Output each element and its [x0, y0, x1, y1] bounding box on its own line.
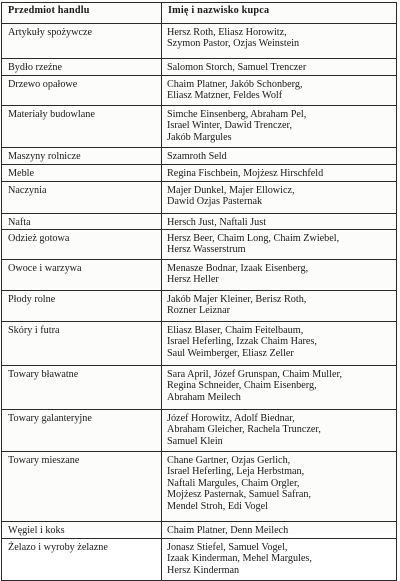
merchant-name-line: Mojżesz Pasternak, Samuel Safran,: [167, 489, 311, 501]
trade-category-cell: Materiały budowlane: [2, 106, 162, 148]
merchant-name-line: Majer Dunkel, Majer Ellowicz,: [167, 185, 295, 196]
merchant-name-line: Simche Einsenberg, Abraham Pel,: [167, 109, 307, 120]
table-row: [2, 59, 397, 76]
merchant-names-cell: [162, 106, 397, 148]
merchants-table: [1, 2, 397, 581]
merchant-name-line: Chane Gartner, Ozjas Gerlich,: [167, 455, 291, 466]
merchant-name-line: Eliasz Blaser, Chaim Feitelbaum,: [167, 325, 304, 336]
merchant-name-line: Dawid Ozjas Pasternak: [167, 196, 263, 208]
table-row: [2, 106, 397, 148]
merchant-name-line: Naftali Margules, Chaim Orgler,: [167, 477, 300, 489]
table-row: [2, 230, 397, 260]
trade-category-cell: Żelazo i wyroby żelazne: [2, 539, 162, 581]
merchant-name-line: Rozner Leiznar: [167, 305, 231, 317]
trade-category-cell: Płody rolne: [2, 291, 162, 322]
merchant-names-cell: [162, 322, 397, 366]
table-row: [2, 214, 397, 230]
merchant-name-line: Hersz Heller: [167, 274, 219, 286]
merchant-name-line: Eliasz Matzner, Feldes Wolf: [167, 90, 283, 102]
table-row: [2, 322, 397, 366]
trade-category-cell: Węgiel i koks: [2, 522, 162, 539]
merchant-names-cell: [162, 214, 397, 230]
merchant-name-line: Samuel Klein: [167, 435, 223, 447]
trade-category-cell: Drzewo opałowe: [2, 76, 162, 106]
merchant-names-cell: [162, 230, 397, 260]
merchant-names-cell: [162, 76, 397, 106]
merchant-name-line: Mendel Stroh, Edi Vogel: [167, 500, 268, 512]
table-row: [2, 522, 397, 539]
table-row: [2, 165, 397, 182]
table-row: [2, 260, 397, 291]
merchant-name-line: Israel Heferling, Leja Herbstman,: [167, 466, 305, 478]
trade-category-cell: Artykuły spożywcze: [2, 24, 162, 59]
merchant-names-cell: [162, 182, 397, 214]
merchant-name-line: Saul Weimberger, Eliasz Zeller: [167, 347, 294, 359]
merchant-name-line: Chaim Platner, Jakób Schonberg,: [167, 79, 303, 90]
merchant-names-cell: [162, 291, 397, 322]
merchant-name-line: Israel Heferling, Izzak Chaim Hares,: [167, 336, 317, 348]
header-merchant-name: Imię i nazwisko kupca: [162, 3, 397, 24]
merchant-name-line: Jakób Majer Kleiner, Berisz Roth,: [167, 294, 307, 305]
table-row: [2, 76, 397, 106]
merchant-name-line: Hersz Beer, Chaim Long, Chaim Zwiebel,: [167, 233, 340, 244]
merchant-names-cell: [162, 24, 397, 59]
table-row: [2, 366, 397, 410]
table-row: [2, 148, 397, 165]
table-row: [2, 291, 397, 322]
trade-category-cell: Towary galanteryjne: [2, 410, 162, 452]
table-row: [2, 452, 397, 522]
merchant-names-cell: [162, 366, 397, 410]
trade-category-cell: Bydło rzeźne: [2, 59, 162, 76]
merchant-name-line: Sara April, Józef Grunspan, Chaim Muller,: [167, 369, 343, 380]
merchant-names-cell: [162, 148, 397, 165]
trade-category-cell: Nafta: [2, 214, 162, 230]
merchant-name-line: Chaim Platner, Denn Meilech: [167, 525, 289, 536]
merchant-names-cell: [162, 260, 397, 291]
merchant-name-line: Regina Fischbein, Mojżesz Hirschfeld: [167, 168, 324, 179]
merchant-name-line: Hersch Just, Naftali Just: [167, 217, 267, 228]
table-body: [2, 24, 397, 581]
merchant-name-line: Józef Horowitz, Adolf Biednar,: [167, 413, 295, 424]
merchant-name-line: Izaak Kinderman, Mehel Margules,: [167, 553, 312, 565]
merchant-names-cell: [162, 59, 397, 76]
merchant-names-cell: [162, 522, 397, 539]
table-row: [2, 539, 397, 581]
merchant-name-line: Jakób Margules: [167, 131, 232, 143]
merchant-name-line: Szymon Pastor, Ozjas Weinstein: [167, 38, 300, 50]
merchant-names-cell: [162, 410, 397, 452]
merchant-name-line: Jonasz Stiefel, Samuel Vogel,: [167, 542, 288, 553]
merchant-name-line: Szamroth Seld: [167, 151, 227, 162]
merchant-names-cell: [162, 165, 397, 182]
merchant-name-line: Abraham Meilech: [167, 391, 241, 403]
merchant-name-line: Regina Schneider, Chaim Eisenberg,: [167, 380, 317, 392]
table-header-row: [2, 3, 397, 24]
merchant-name-line: Hersz Wasserstrum: [167, 244, 246, 256]
merchant-names-cell: [162, 539, 397, 581]
merchant-name-line: Israel Winter, Dawid Trenczer,: [167, 120, 293, 132]
table-row: [2, 182, 397, 214]
trade-category-cell: Towary mieszane: [2, 452, 162, 522]
trade-category-cell: Skóry i futra: [2, 322, 162, 366]
merchant-name-line: Salomon Storch, Samuel Trenczer: [167, 62, 307, 73]
trade-category-cell: Owoce i warzywa: [2, 260, 162, 291]
trade-category-cell: Maszyny rolnicze: [2, 148, 162, 165]
merchant-name-line: Hersz Roth, Eliasz Horowitz,: [167, 27, 287, 38]
trade-category-cell: Naczynia: [2, 182, 162, 214]
table-row: [2, 24, 397, 59]
document-page: [1, 0, 399, 576]
trade-category-cell: Odzież gotowa: [2, 230, 162, 260]
trade-category-cell: Towary bławatne: [2, 366, 162, 410]
merchant-name-line: Hersz Kinderman: [167, 564, 240, 576]
merchant-name-line: Abraham Gleicher, Rachela Trunczer,: [167, 424, 321, 436]
trade-category-cell: Meble: [2, 165, 162, 182]
merchant-names-cell: [162, 452, 397, 522]
header-trade-item: Przedmiot handlu: [2, 3, 162, 24]
merchant-name-line: Menasze Bodnar, Izaak Eisenberg,: [167, 263, 309, 274]
table-row: [2, 410, 397, 452]
